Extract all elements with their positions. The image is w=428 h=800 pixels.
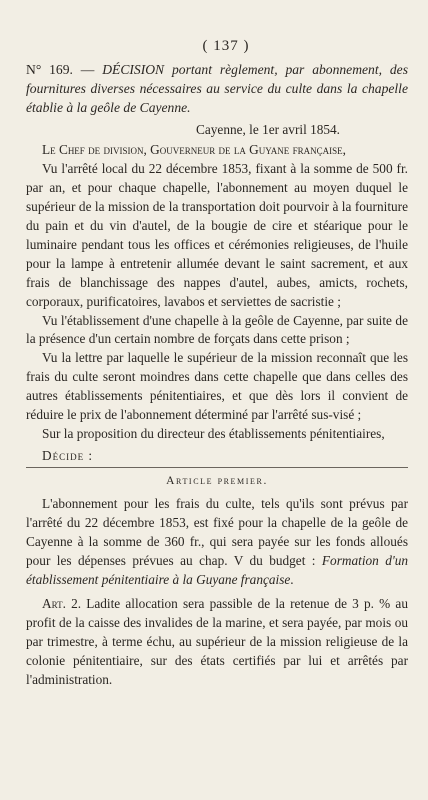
article-1 [26,495,408,590]
article-1-text: L'abonnement pour les frais du culte, tels qu'ils sont prévus par l'arrêté du 22 décembre 1853, est fixé pour la chapelle de la geôle de Cayenne à la somme de 360 fr., qui sera payée sur les fonds alloués pour les dépenses prévues au chap. V du budget : [26,495,408,568]
article-title: Article premier. [166,474,268,487]
decision-title: DÉCISION portant règlement, par abonnement, des fournitures diverses nécessaires au service du culte dans la chapelle établie à la geôle de Cayenne. [26,62,409,115]
dateline: Cayenne, le 1er avril 1854. [196,122,340,138]
article-2-lead: Art. 2. [42,596,82,612]
page-number: ( 137 ) [202,38,250,54]
intro-lead: Le Chef de division [42,142,144,158]
consideration-4: Sur la proposition du directeur des établissements pénitentiaires, [42,425,385,441]
consideration-3: Vu la lettre par laquelle le supérieur de la mission reconnaît que les frais du culte seront moindres dans cette chapelle que dans celles des autres établissements pénitentiaires, et que dès lors il convient de réduire le prix de l'abonnement déterminé par l'arrêté sus-visé ; [26,350,408,423]
intro-line [26,141,408,160]
intro-rest: , Gouverneur de la Guyane française, [143,142,346,158]
consideration-2: Vu l'établissement d'une chapelle à la geôle de Cayenne, par suite de la présence d'un certain nombre de forçats dans cette prison ; [26,312,408,347]
article-2 [26,595,408,690]
article-1-italic: Formation d'un établissement pénitentiaire à la Guyane française [26,552,409,587]
article-1-end: . [290,571,294,587]
decision-number: N° 169. — [26,62,95,77]
consideration-1: Vu l'arrêté local du 22 décembre 1853, fixant à la somme de 500 fr. par an, et pour chaque chapelle, l'abonnement au moyen duquel le supérieur de la mission de la transportation doit pourvoir à la fourniture du pain et du vin d'autel, de la bougie de cire et stéarique pour le luminaire pendant tous les offices et cérémonies religieuses, de l'huile pour la lampe à entretenir allumée devant le saint sacrement, et aux frais de blanchissage des nappes d'autel, aubes, amicts, rochets, corporaux, purificatoires, lavabos et serviettes de sacristie ; [26,161,408,309]
decide-label: Décide : [42,447,94,463]
decision-heading [26,61,408,117]
article-2-text: Ladite allocation sera passible de la retenue de 3 p. % au profit de la caisse des invalides de la marine, et sera payée, par mois ou par trimestre, à terme échu, au supérieur de la mission religieuse de la colonie pénitentiaire, sur des états certifiés par lui et arrêtés par l'administration. [26,596,408,688]
divider-rule [26,467,408,468]
